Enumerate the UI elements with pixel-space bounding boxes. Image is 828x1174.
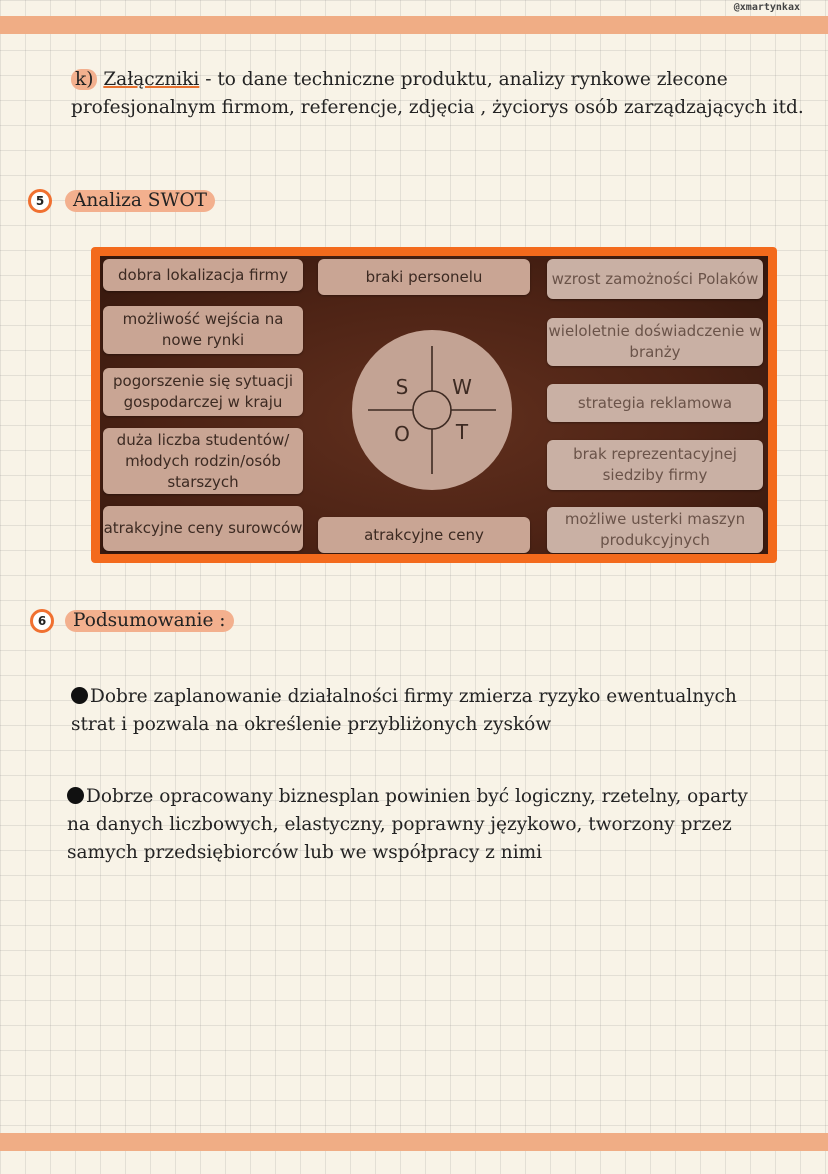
swot-item: atrakcyjne ceny surowców bbox=[103, 506, 303, 551]
swot-item: atrakcyjne ceny bbox=[318, 517, 530, 553]
swot-diagram bbox=[100, 256, 768, 554]
bullet-icon bbox=[71, 687, 88, 704]
swot-quadrant-circle bbox=[350, 328, 514, 492]
section-title: Analiza SWOT bbox=[65, 190, 215, 212]
swot-letter-s: S bbox=[395, 375, 409, 399]
section-number-badge: 6 bbox=[30, 609, 54, 633]
attachments-definition: - to dane techniczne produktu, analizy rynkowe zlecone profesjonalnym firmom, referencje, zdjęcia , życiorys osób zarządzających itd. bbox=[71, 69, 804, 118]
attachments-term: Załączniki bbox=[103, 69, 200, 90]
section-title: Podsumowanie : bbox=[65, 610, 234, 632]
bullet-icon bbox=[67, 787, 84, 804]
swot-item: wzrost zamożności Polaków bbox=[547, 259, 763, 299]
swot-item: dobra lokalizacja firmy bbox=[103, 259, 303, 291]
swot-item: braki personelu bbox=[318, 259, 530, 295]
swot-item: brak reprezentacyjnej siedziby firmy bbox=[547, 440, 763, 490]
swot-item: duża liczba studentów/ młodych rodzin/osób starszych bbox=[103, 428, 303, 494]
list-letter-badge: k) bbox=[71, 69, 97, 90]
swot-letter-w: W bbox=[452, 375, 472, 399]
swot-item: pogorszenie się sytuacji gospodarczej w kraju bbox=[103, 368, 303, 416]
attachments-paragraph bbox=[71, 66, 806, 122]
top-decorative-band bbox=[0, 16, 828, 34]
author-watermark: @xmartynkax bbox=[733, 2, 800, 13]
summary-bullet-1: Dobre zaplanowanie działalności firmy zmierza ryzyko ewentualnych strat i pozwala na określenie przybliżonych zysków bbox=[71, 686, 737, 735]
swot-item: możliwe usterki maszyn produkcyjnych bbox=[547, 507, 763, 553]
swot-letter-t: T bbox=[455, 420, 469, 444]
summary-bullet-2: Dobrze opracowany biznesplan powinien być logiczny, rzetelny, oparty na danych liczbowych, elastyczny, poprawny językowo, tworzony przez samych przedsiębiorców lub we współpracy z nimi bbox=[67, 786, 748, 863]
swot-letter-o: O bbox=[394, 422, 410, 446]
swot-image-frame bbox=[91, 247, 777, 563]
swot-item: wieloletnie doświadczenie w branży bbox=[547, 318, 763, 366]
swot-item: możliwość wejścia na nowe rynki bbox=[103, 306, 303, 354]
swot-item: strategia reklamowa bbox=[547, 384, 763, 422]
section-number-badge: 5 bbox=[28, 189, 52, 213]
bottom-decorative-band bbox=[0, 1133, 828, 1151]
